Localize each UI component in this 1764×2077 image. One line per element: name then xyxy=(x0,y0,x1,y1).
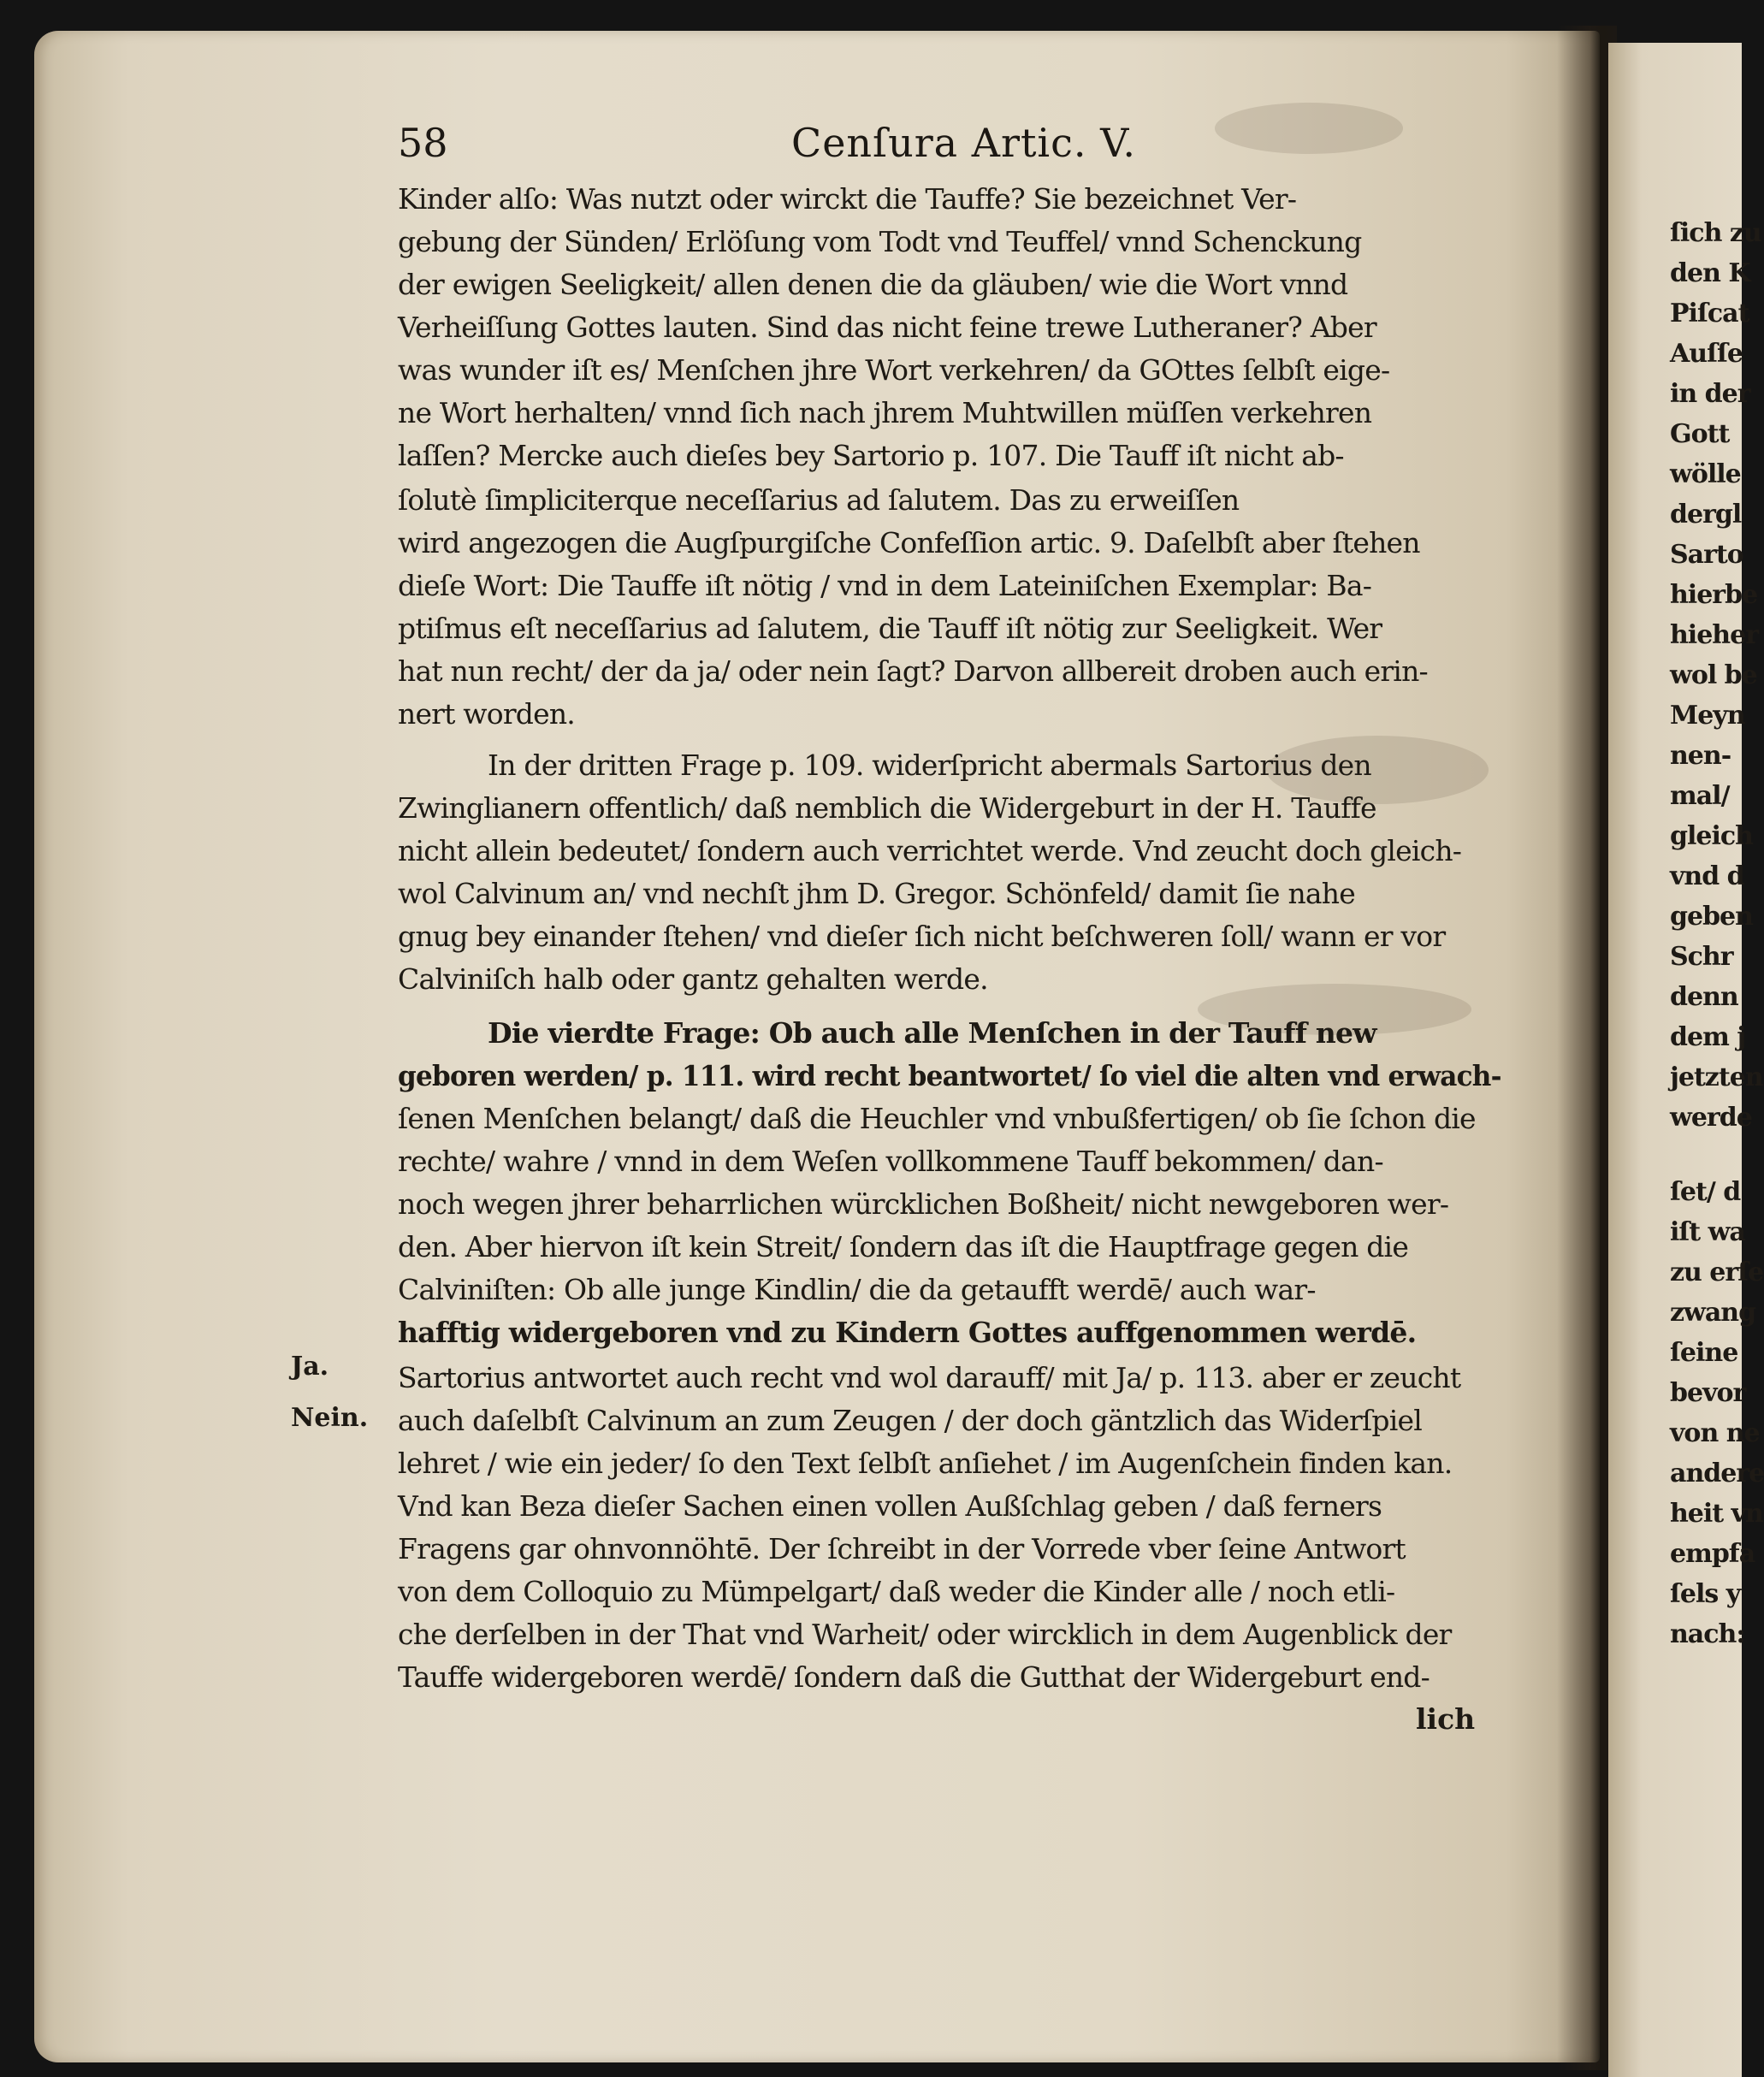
text-line: Zwinglianern offentlich/ daß nemblich die Widergeburt in der H. Tauffe xyxy=(398,791,1376,825)
right-page-text-fragment: den K xyxy=(1670,258,1750,288)
right-page-text-fragment: zu erſe xyxy=(1670,1257,1764,1287)
text-line: wol Calvinum an/ vnd nechſt jhm D. Gregor. Schönfeld/ damit ſie nahe xyxy=(398,877,1355,910)
margin-note-nein: Nein. xyxy=(291,1403,369,1433)
right-page-text-fragment: Auſſe xyxy=(1670,339,1743,369)
right-page-text-fragment: geben xyxy=(1670,902,1753,932)
text-line: dieſe Wort: Die Tauffe iſt nötig / vnd in dem Lateiniſchen Exemplar: Ba- xyxy=(398,569,1372,602)
right-page-text-fragment: vnd d xyxy=(1670,861,1744,891)
right-page-text-fragment: gleich xyxy=(1670,821,1753,851)
text-line: Vnd kan Beza dieſer Sachen einen vollen Außſchlag geben / daß ferners xyxy=(398,1489,1382,1523)
right-page-text-fragment: iſt wa xyxy=(1670,1217,1745,1247)
running-head: Cenſura Artic. V. xyxy=(791,120,1136,166)
text-line: lehret / wie ein jeder/ ſo den Text ſelbſt anſiehet / im Augenſchein finden kan. xyxy=(398,1447,1453,1480)
text-line: hat nun recht/ der da ja/ oder nein ſagt? Darvon allbereit droben auch erin- xyxy=(398,654,1428,688)
text-line: Tauffe widergeboren werdē/ ſondern daß die Gutthat der Widergeburt end- xyxy=(398,1660,1430,1694)
margin-note-ja: Ja. xyxy=(291,1352,329,1382)
text-line: auch daſelbſt Calvinum an zum Zeugen / der doch gäntzlich das Widerſpiel xyxy=(398,1404,1422,1437)
right-page-text-fragment: Sarto xyxy=(1670,540,1743,570)
text-line: che derſelben in der That vnd Warheit/ oder wircklich in dem Augenblick der xyxy=(398,1618,1452,1651)
text-line: ſenen Menſchen belangt/ daß die Heuchler vnd vnbußfertigen/ ob ſie ſchon die xyxy=(398,1102,1476,1135)
page-number: 58 xyxy=(398,120,448,166)
text-line: ptiſmus eſt neceſſarius ad ſalutem, die Tauff iſt nötig zur Seeligkeit. Wer xyxy=(398,612,1382,645)
text-line: Die vierdte Frage: Ob auch alle Menſchen in der Tauff new xyxy=(488,1016,1376,1050)
text-line: von dem Colloquio zu Mümpelgart/ daß weder die Kinder alle / noch etli- xyxy=(398,1575,1395,1608)
right-page-text-fragment: hieher xyxy=(1670,620,1758,650)
text-line: Fragens gar ohnvonnöhtē. Der ſchreibt in der Vorrede vber ſeine Antwort xyxy=(398,1532,1406,1565)
text-line: ſolutè ſimpliciterque neceſſarius ad ſalutem. Das zu erweiſſen xyxy=(398,483,1240,517)
right-page-text-fragment: dem j xyxy=(1670,1022,1746,1052)
right-page-text-fragment: in der xyxy=(1670,379,1750,409)
right-page-text-fragment: wölle xyxy=(1670,459,1741,489)
right-page-text-fragment: werde xyxy=(1670,1103,1752,1133)
right-page-text-fragment: Schr xyxy=(1670,942,1733,972)
text-line: hafftig widergeboren vnd zu Kindern Gottes auffgenommen werdē. xyxy=(398,1316,1417,1349)
right-page-fragment xyxy=(1608,43,1764,2077)
right-page-text-fragment: nach: xyxy=(1670,1619,1745,1649)
right-page-text-fragment: jetzten xyxy=(1670,1062,1763,1092)
text-line: wird angezogen die Augſpurgiſche Confeſſion artic. 9. Daſelbſt aber ſtehen xyxy=(398,526,1420,559)
text-line: nicht allein bedeutet/ ſondern auch verrichtet werde. Vnd zeucht doch gleich- xyxy=(398,834,1462,867)
text-line: gnug bey einander ſtehen/ vnd dieſer ſich nicht beſchweren ſoll/ wann er vor xyxy=(398,920,1446,953)
text-line: Calviniſten: Ob alle junge Kindlin/ die da getaufft werdē/ auch war- xyxy=(398,1273,1316,1306)
text-line: In der dritten Frage p. 109. widerſpricht abermals Sartorius den xyxy=(488,749,1371,782)
right-page-text-fragment: Meyn xyxy=(1670,701,1745,731)
page-header xyxy=(398,120,1501,171)
right-page-text-fragment: empfa xyxy=(1670,1539,1755,1569)
right-page-text-fragment: mal/ xyxy=(1670,781,1730,811)
right-page-text-fragment: denn xyxy=(1670,982,1738,1012)
catchword: lich xyxy=(1416,1702,1476,1736)
right-page-text-fragment: dergl xyxy=(1670,500,1742,530)
text-line: der ewigen Seeligkeit/ allen denen die da gläuben/ wie die Wort vnnd xyxy=(398,268,1348,301)
right-page-text-fragment: bevor xyxy=(1670,1378,1746,1408)
right-page-text-fragment: hierbe xyxy=(1670,580,1758,610)
right-page-text-fragment: nen- xyxy=(1670,741,1731,771)
right-page-text-fragment: ſet/ d xyxy=(1670,1177,1741,1207)
right-page-text-fragment: ſich zu xyxy=(1670,218,1761,248)
text-line: Verheiſſung Gottes lauten. Sind das nicht feine trewe Lutheraner? Aber xyxy=(398,311,1376,344)
right-page-text-fragment: zwang xyxy=(1670,1298,1756,1328)
right-page-text-fragment: wol be xyxy=(1670,660,1757,690)
right-page-text-fragment: heit vn xyxy=(1670,1499,1763,1529)
right-page-text-fragment: ſeine xyxy=(1670,1338,1738,1368)
right-page-text-fragment: von ne xyxy=(1670,1418,1760,1448)
text-line: rechte/ wahre / vnnd in dem Weſen vollkommene Tauff bekommen/ dan- xyxy=(398,1145,1383,1178)
text-line: nert worden. xyxy=(398,697,575,731)
text-line: Sartorius antwortet auch recht vnd wol darauff/ mit Ja/ p. 113. aber er zeucht xyxy=(398,1361,1461,1394)
right-page-text-fragment: ſels y xyxy=(1670,1579,1741,1609)
text-line: ne Wort herhalten/ vnnd ſich nach jhrem Muhtwillen müſſen verkehren xyxy=(398,396,1372,429)
text-line: Calviniſch halb oder gantz gehalten werde. xyxy=(398,962,988,996)
text-line: gebung der Sünden/ Erlöſung vom Todt vnd Teuffel/ vnnd Schenckung xyxy=(398,225,1362,258)
text-line: laſſen? Mercke auch dieſes bey Sartorio p. 107. Die Tauff iſt nicht ab- xyxy=(398,439,1344,472)
right-page-text-fragment: andere xyxy=(1670,1459,1764,1488)
text-line: geboren werden/ p. 111. wird recht beantwortet/ ſo viel die alten vnd erwach- xyxy=(398,1059,1501,1092)
right-page-text-fragment: Piſcat xyxy=(1670,299,1749,328)
text-line: noch wegen jhrer beharrlichen würcklichen Boßheit/ nicht newgeboren wer- xyxy=(398,1187,1449,1221)
right-page-text-fragment: Gott xyxy=(1670,419,1730,449)
text-line: was wunder iſt es/ Menſchen jhre Wort verkehren/ da GOttes ſelbſt eige- xyxy=(398,353,1390,387)
text-line: den. Aber hiervon iſt kein Streit/ ſondern das iſt die Hauptfrage gegen die xyxy=(398,1230,1409,1263)
text-line: Kinder alſo: Was nutzt oder wirckt die Tauffe? Sie bezeichnet Ver- xyxy=(398,182,1297,216)
